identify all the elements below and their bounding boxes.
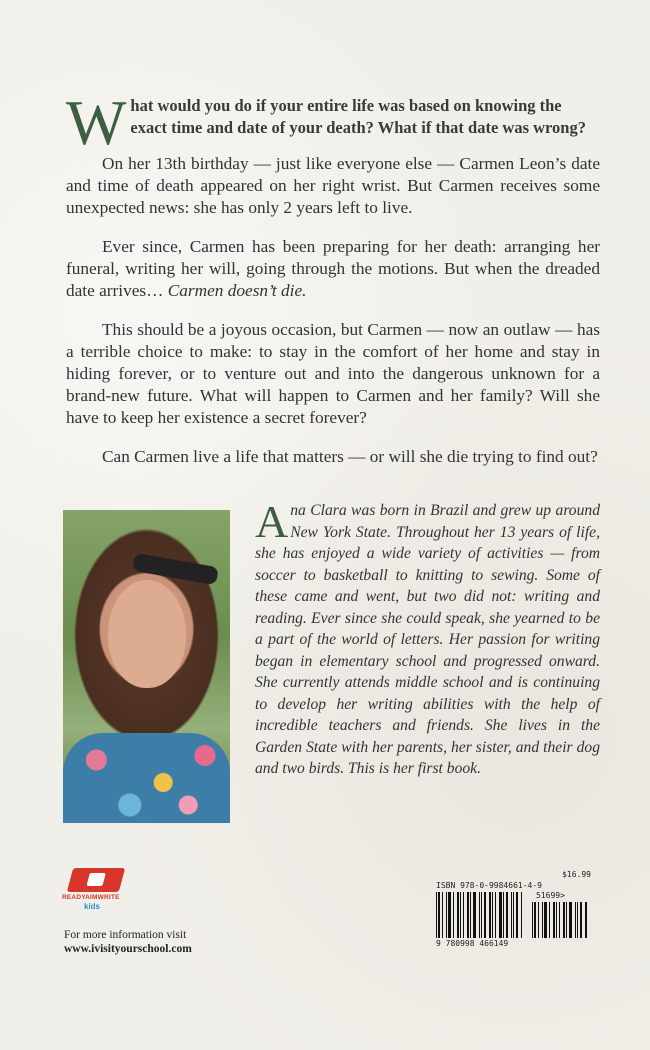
barcode-bar bbox=[506, 892, 508, 938]
info-line: For more information visit bbox=[64, 929, 187, 941]
author-photo bbox=[63, 510, 230, 823]
publisher-info bbox=[64, 928, 192, 956]
barcode-bar bbox=[542, 902, 543, 938]
barcode-bar bbox=[495, 892, 496, 938]
barcode-bar bbox=[577, 902, 578, 938]
barcode-bar bbox=[575, 902, 576, 938]
barcode-bar bbox=[489, 892, 491, 938]
paragraph-2-text: Ever since, Carmen has been preparing for her death: arranging her funeral, writing her will, going through the motions. But when the dreaded date arrives… bbox=[66, 237, 600, 300]
blurb-paragraph-2 bbox=[66, 236, 600, 302]
barcode-bar bbox=[492, 892, 493, 938]
barcode-bar bbox=[563, 902, 565, 938]
blurb-paragraph-3: This should be a joyous occasion, but Carmen — now an outlaw — has a terrible choice to make: to stay in the comfort of her home and stay in hiding forever, or to venture out and into the dangerous unknown for a brand-new future. What will happen to Carmen and her family? Will she have to keep her existence a secret forever? bbox=[66, 320, 600, 427]
logo-kids: kids bbox=[84, 902, 101, 911]
barcode-bar bbox=[457, 892, 459, 938]
paragraph-2-emphasis: Carmen doesn’t die. bbox=[167, 281, 307, 300]
blurb-paragraph-1: On her 13th birthday — just like everyone else — Carmen Leon’s date and time of death appeared on her right wrist. But Carmen receives some unexpected news: she has only 2 years left to live. bbox=[66, 154, 600, 217]
logo-badge bbox=[67, 868, 125, 892]
barcode-bar bbox=[585, 902, 587, 938]
barcode-addon: 51699> bbox=[536, 891, 565, 900]
barcode-bar bbox=[448, 892, 451, 938]
barcode-bar bbox=[503, 892, 504, 938]
barcode-digits: 9 780998 466149 bbox=[436, 939, 509, 948]
barcode-bar bbox=[549, 902, 550, 938]
barcode-bar bbox=[442, 892, 443, 938]
barcode-bar bbox=[484, 892, 486, 938]
publisher-logo bbox=[62, 868, 132, 916]
price-label: $16.99 bbox=[562, 870, 591, 879]
barcode-bar bbox=[521, 892, 522, 938]
barcode-bars bbox=[436, 892, 526, 938]
barcode-bar bbox=[481, 892, 482, 938]
barcode-bar bbox=[513, 892, 514, 938]
isbn-label: ISBN 978-0-9984661-4-9 bbox=[436, 881, 542, 890]
barcode-bar bbox=[473, 892, 476, 938]
barcode-bar bbox=[516, 892, 518, 938]
barcode-bar bbox=[534, 902, 536, 938]
barcode-bar bbox=[553, 902, 555, 938]
barcode-bar bbox=[467, 892, 469, 938]
barcode-bar bbox=[544, 902, 547, 938]
barcode-bar bbox=[470, 892, 471, 938]
bio-text bbox=[255, 496, 600, 780]
publisher-url: www.ivisityourschool.com bbox=[64, 943, 192, 955]
barcode-bar bbox=[463, 892, 464, 938]
barcode-bar bbox=[436, 892, 437, 938]
blurb-paragraph-4: Can Carmen live a life that matters — or will she die trying to find out? bbox=[102, 447, 598, 466]
hook-drop-cap: W bbox=[66, 87, 127, 158]
logo-name: READYAIMWRITE bbox=[62, 894, 120, 901]
barcode-bar bbox=[479, 892, 480, 938]
barcode-bar bbox=[438, 892, 440, 938]
barcode-bar bbox=[559, 902, 560, 938]
barcode-bar bbox=[446, 892, 447, 938]
author-face bbox=[108, 580, 186, 688]
barcode-bar bbox=[511, 892, 512, 938]
barcode-bar bbox=[538, 902, 539, 938]
barcode-bar bbox=[499, 892, 502, 938]
barcode bbox=[436, 870, 591, 950]
barcode-bar bbox=[566, 902, 567, 938]
barcode-bar bbox=[569, 902, 572, 938]
book-icon bbox=[86, 873, 105, 886]
blurb-hook bbox=[66, 87, 600, 158]
barcode-addon-bars bbox=[532, 902, 590, 938]
barcode-bar bbox=[580, 902, 582, 938]
barcode-bar bbox=[532, 902, 533, 938]
floral-shirt bbox=[63, 733, 230, 823]
bio-drop-cap: A bbox=[255, 496, 289, 547]
author-bio bbox=[255, 496, 600, 780]
barcode-bar bbox=[460, 892, 461, 938]
back-cover-blurb bbox=[66, 87, 600, 485]
bio-body: na Clara was born in Brazil and grew up around New York State. Throughout her 13 years of life, she has enjoyed a wide variety of activities — from soccer to basketball to knitting to sewing. Some of these came and went, but two did not: writing and reading. Ever since she could speak, she yearned to be a part of the world of letters. Her passion for writing began in elementary school and progressed onward. She currently attends middle school and is continuing to develop her writing abilities with the help of incredible teachers and friends. She lives in the Garden State with her parents, her sister, and their dog and two birds. This is her first book. bbox=[255, 502, 600, 777]
hook-text: hat would you do if your entire life was based on knowing the exact time and date of your death? What if that date was wrong? bbox=[130, 96, 586, 137]
barcode-bar bbox=[453, 892, 454, 938]
barcode-bar bbox=[556, 902, 557, 938]
